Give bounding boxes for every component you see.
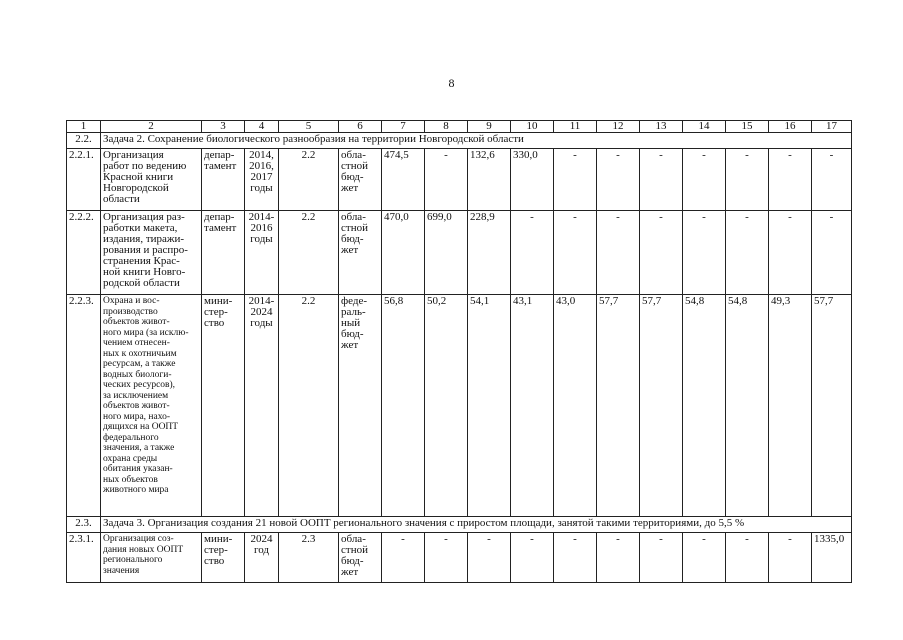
- target-indicator: 2.2: [279, 295, 339, 517]
- column-number-8: 8: [425, 121, 468, 133]
- funding-value-9: 132,6: [468, 149, 511, 211]
- funding-value-12: 57,7: [597, 295, 640, 517]
- funding-value-7: -: [382, 533, 425, 583]
- funding-value-13: -: [640, 533, 683, 583]
- period: 2014- 2016 годы: [245, 211, 279, 295]
- funding-value-14: -: [683, 149, 726, 211]
- funding-value-10: -: [511, 533, 554, 583]
- funding-value-14: -: [683, 211, 726, 295]
- period: 2014, 2016, 2017 годы: [245, 149, 279, 211]
- funding-value-15: -: [726, 149, 769, 211]
- column-number-17: 17: [812, 121, 852, 133]
- funding-value-7: 56,8: [382, 295, 425, 517]
- activity-name: Организация работ по ведению Красной книги Новгородской области: [101, 149, 202, 211]
- table-row: [67, 149, 852, 211]
- funding-value-14: 54,8: [683, 295, 726, 517]
- row-number: 2.3.1.: [67, 533, 101, 583]
- page-number: 8: [448, 76, 455, 90]
- funding-value-16: -: [769, 533, 812, 583]
- funding-value-11: -: [554, 533, 597, 583]
- column-number-4: 4: [245, 121, 279, 133]
- row-number: 2.2.3.: [67, 295, 101, 517]
- funding-value-9: 54,1: [468, 295, 511, 517]
- activity-name: Охрана и вос- производство объектов живот- ного мира (за исклю- чением отнесен- ных к охотничьим ресурсам, а также водных биологи- ческих ресурсов), за исключением объектов живот- ного мира, нахо- дящихся на ООПТ федерального значения, а также охрана среды обитания указан- ных объектов животного мира: [101, 295, 202, 517]
- funding-source: обла- стной бюд- жет: [339, 533, 382, 583]
- funding-value-8: 50,2: [425, 295, 468, 517]
- column-number-row: [67, 121, 852, 133]
- funding-value-15: -: [726, 533, 769, 583]
- funding-value-9: 228,9: [468, 211, 511, 295]
- target-indicator: 2.2: [279, 149, 339, 211]
- task-2-number: 2.2.: [67, 133, 101, 149]
- funding-value-11: -: [554, 149, 597, 211]
- column-number-6: 6: [339, 121, 382, 133]
- column-number-5: 5: [279, 121, 339, 133]
- task-2-title: Задача 2. Сохранение биологического разнообразия на территории Новгородской области: [101, 133, 852, 149]
- table-row: [67, 211, 852, 295]
- funding-value-10: 43,1: [511, 295, 554, 517]
- executor: мини- стер- ство: [202, 295, 245, 517]
- row-number: 2.2.2.: [67, 211, 101, 295]
- table-row: [67, 295, 852, 517]
- task-3-number: 2.3.: [67, 517, 101, 533]
- column-number-7: 7: [382, 121, 425, 133]
- table-row: [67, 533, 852, 583]
- funding-value-17: 57,7: [812, 295, 852, 517]
- funding-value-15: 54,8: [726, 295, 769, 517]
- funding-value-13: -: [640, 211, 683, 295]
- funding-value-12: -: [597, 211, 640, 295]
- funding-value-17: -: [812, 149, 852, 211]
- funding-value-17: 1335,0: [812, 533, 852, 583]
- funding-value-14: -: [683, 533, 726, 583]
- column-number-16: 16: [769, 121, 812, 133]
- funding-value-16: 49,3: [769, 295, 812, 517]
- task-3-row: [67, 517, 852, 533]
- funding-source: феде- раль- ный бюд- жет: [339, 295, 382, 517]
- column-number-3: 3: [202, 121, 245, 133]
- target-indicator: 2.3: [279, 533, 339, 583]
- task-3-title: Задача 3. Организация создания 21 новой ООПТ регионального значения с приростом площади, занятой такими территориями, до 5,5 %: [101, 517, 852, 533]
- column-number-12: 12: [597, 121, 640, 133]
- program-table: [66, 120, 852, 583]
- funding-value-8: -: [425, 149, 468, 211]
- executor: депар- тамент: [202, 211, 245, 295]
- activity-name: Организация соз- дания новых ООПТ регионального значения: [101, 533, 202, 583]
- funding-value-12: -: [597, 149, 640, 211]
- funding-value-16: -: [769, 211, 812, 295]
- funding-value-13: 57,7: [640, 295, 683, 517]
- task-2-row: [67, 133, 852, 149]
- column-number-13: 13: [640, 121, 683, 133]
- column-number-9: 9: [468, 121, 511, 133]
- row-number: 2.2.1.: [67, 149, 101, 211]
- funding-value-10: -: [511, 211, 554, 295]
- funding-value-12: -: [597, 533, 640, 583]
- funding-value-7: 474,5: [382, 149, 425, 211]
- funding-value-13: -: [640, 149, 683, 211]
- funding-source: обла- стной бюд- жет: [339, 149, 382, 211]
- executor: мини- стер- ство: [202, 533, 245, 583]
- funding-value-7: 470,0: [382, 211, 425, 295]
- column-number-14: 14: [683, 121, 726, 133]
- activity-name: Организация раз- работки макета, издания, тиражи- рования и распро- странения Крас- ной книги Новго- родской области: [101, 211, 202, 295]
- funding-value-11: 43,0: [554, 295, 597, 517]
- funding-value-9: -: [468, 533, 511, 583]
- funding-source: обла- стной бюд- жет: [339, 211, 382, 295]
- column-number-1: 1: [67, 121, 101, 133]
- column-number-11: 11: [554, 121, 597, 133]
- column-number-2: 2: [101, 121, 202, 133]
- funding-value-8: 699,0: [425, 211, 468, 295]
- column-number-15: 15: [726, 121, 769, 133]
- funding-value-15: -: [726, 211, 769, 295]
- period: 2024 год: [245, 533, 279, 583]
- funding-value-16: -: [769, 149, 812, 211]
- executor: депар- тамент: [202, 149, 245, 211]
- period: 2014- 2024 годы: [245, 295, 279, 517]
- column-number-10: 10: [511, 121, 554, 133]
- target-indicator: 2.2: [279, 211, 339, 295]
- funding-value-11: -: [554, 211, 597, 295]
- funding-value-10: 330,0: [511, 149, 554, 211]
- funding-value-17: -: [812, 211, 852, 295]
- funding-value-8: -: [425, 533, 468, 583]
